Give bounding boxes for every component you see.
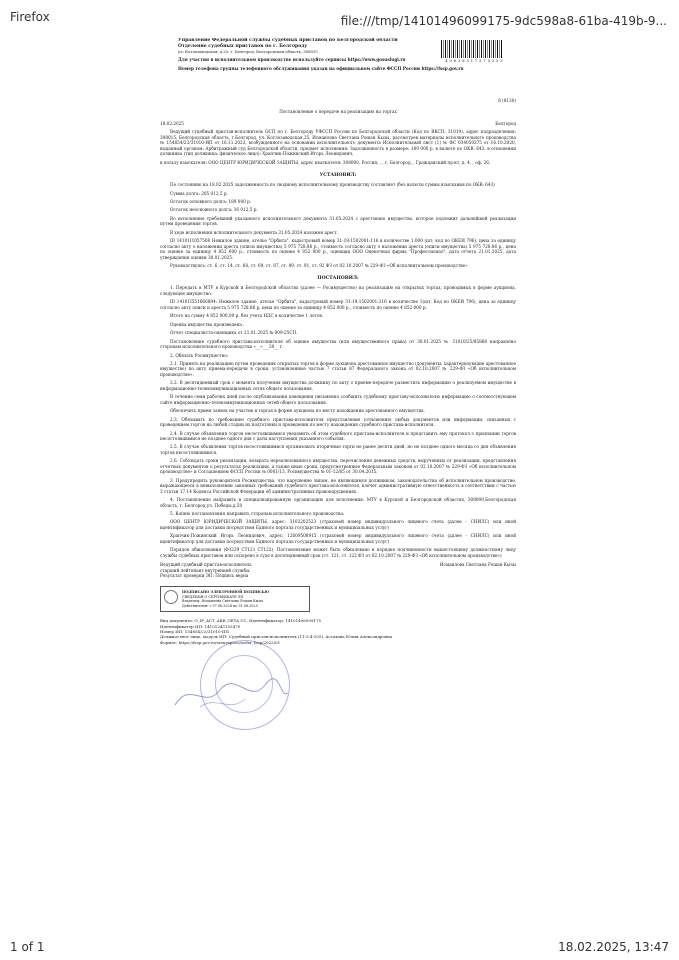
- resolved-1: 1. Передать в МТУ в Курской и Белгородской областях (далее — Росимущество) на реализацию на открытых торгах, проводимых в форме аукциона, следующее имущество:: [160, 285, 516, 296]
- stamp-line-4: Действителен: с 07.06.2024 по 31.08.2025: [182, 603, 258, 608]
- address-paragraph: в пользу взыскателя: ООО ЦЕНТР ЮРИДИЧЕСКОЙ ЗАЩИТЫ, адрес взыскателя: 308000, Россия, , , г. Белгород, , Гражданский пр-кт, д. 4, , оф. 26,: [160, 159, 491, 165]
- resolved-2-5: 2.5. В случае объявления торгов несостоявшимися организовать вторичные торги не ранее десяти дней, но не позднее одного месяца со дня объявления торгов несостоявшимися.: [160, 444, 516, 455]
- stamp-line-1: ПОДПИСАНО ЭЛЕКТРОННОЙ ПОДПИСЬЮ: [182, 590, 269, 595]
- document-page: [160, 38, 516, 898]
- intro-paragraph: Ведущий судебный пристав-исполнитель ОСП по г. Белгороду УФССП России по Белгородской области (Код по ВКСП: 31019), адрес подразделения: 308015, Белгородская область, г.Белгород, ул. Котлозаводская,25, Исмаилова Светлана Рошан Кызы, рассмотрев материалы исполнительного производства № 154854/23/31010-ИП от 16.11.2023, возбужденного на основании исполнительного документа Исполнительный лист (1) № ФС 034050375 от 16.10.2020, выданный органом: Арбитражный суд Белгородской области, предмет исполнения: Задолженность в размере: 189 000 р. в валюте по ОКВ: 643, в отношении должника (тип должника: физическое лицо): Храпчик-Пожинский Игорь Леонидович,: [160, 129, 516, 157]
- stamp-line-2: СВЕДЕНИЯ О СЕРТИФИКАТЕ ЭП: [182, 594, 244, 599]
- resolved-5a: ООО ЦЕНТР ЮРИДИЧЕСКОЙ ЗАЩИТЫ, адрес: 3102202523 (страховой номер индивидуального лицевого счета (далее - СНИЛС) или иной идентификатор для доставки посредством Единого портала государственных и муниципальных услуг): [160, 519, 516, 530]
- meta-line-3: Номер ИП: 154854/23/31010-ИП: [160, 628, 229, 634]
- meta-line-5: Формат: https://fssp.gov.ru/ravnespocо/order_fssp/2022/01: [160, 639, 281, 645]
- document-title: Постановление о передаче на реализацию на торгах: [279, 109, 397, 115]
- header-phone-note: Номер телефона группы телефонного обслуживания указан на официальном сайте ФССП России https://fssp.gov.ru: [178, 66, 464, 72]
- est-sum-3: Остаток неосновного долга: 16 012,5 р.: [170, 207, 258, 213]
- meta-line-2: Идентификатор ИП: 14101245153479: [160, 623, 241, 629]
- resolved-1b: ID 14101I551666894: Нежилое здание, ателье "Орбита", кадастровый номер 31:19:1502001:116 в количестве 1(шт; Код по ОКЕИ 796), цена за единицу согласно акту описи и ареста 5 975 728,86 р, цена по оценке за единицу 4 852 000 р., стоимость по оценке 4 852 000 р.: [160, 299, 516, 310]
- browser-url[interactable]: file:///tmp/14101496099175-9dc598a8-61ba-419b-9...: [340, 14, 667, 28]
- est-paragraph-4: ID 14101I1057508 Нежилое здание, ателье "Орбита", кадастровый номер 31:19:1502001:116 в количестве 1.000 (шт; код по ОКЕИ 796), цена за единицу согласно акту о наложении ареста (описи имущества) 5 975 728.86 р., стоимость согласно акту о наложении ареста (описи имущества) 5 975 728.86 р., цена по оценке за единицу 4 852 000 р., стоимость по оценке 4 852 000 р., оценщик ООО Оценочная фирма "Профессионал", дата отчета 21.01.2025, дата утверждения оценки 30.01.2025.: [160, 238, 516, 260]
- est-sum-1: Сумма долга: 205 012,5 р.: [170, 190, 228, 196]
- resolved-5: 5. Копию постановления направить сторонам исполнительного производства:: [170, 510, 345, 516]
- signature-check: Результат проверки ЭП: Подпись верна: [160, 573, 249, 579]
- resolved-2-2b: В течение семи рабочих дней после опубликования извещения письменно сообщить судебному приставу-исполнителю информацию о соответствующем сайте информационно-телекоммуникационных сетей общего пользования.: [160, 394, 516, 405]
- appeal-procedure: Порядок обжалования (ФЗ229_СТ121_СТ122). Постановление может быть обжаловано в порядке подчиненности вышестоящему должностному лицу службы судебных приставов или оспорено в суде в десятидневный срок (ст. 121, ст. 122 ФЗ от 02.10.2007 № 229-ФЗ «Об исполнительном производстве»): [160, 547, 516, 558]
- resolved-2-4: 2.4. В случае объявления торгов несостоявшимися уведомить об этом судебного пристава-исполнителя и представить ему протокол о признании торгов несостоявшимися не позднее одного дня с даты наступления указанного события.: [160, 430, 516, 441]
- stamp-line-3: Владелец: Исмаилова Светлана Рошан Кызы: [182, 599, 263, 604]
- barcode-number: 4 0 6 3 8 3 1 7 3 7 5 3 5 3: [445, 59, 503, 63]
- section-established: УСТАНОВИЛ:: [319, 173, 357, 179]
- browser-title: Firefox: [10, 10, 50, 24]
- resolved-1d: Оценка имущества произведена .: [170, 321, 245, 327]
- resolved-5b: Храпчик-Пожинский Игорь Леонидович, адрес: 12609508915 (страховой номер индивидуального лицевого счета (далее - СНИЛС) или иной идентификатор для доставки посредством Единого портала государственных и муниципальных услуг): [160, 533, 516, 544]
- resolved-1c: Итого на сумму 4 852 000,00 р. без учета НДС в количестве 1 лотов.: [170, 313, 324, 319]
- resolved-1f: Постановление судебного пристава-исполнителя об оценке имущества (или имущественного права) от 30.01.2025 № 31010/25/85868 направлено сторонам исполнительного производства «__»___20__ г.: [160, 338, 516, 350]
- page-counter: 1 of 1: [10, 940, 45, 954]
- signer-role-2: старший лейтенант внутренней службы: [160, 567, 250, 573]
- signature-row: [160, 562, 516, 578]
- signer-role-1: Ведущий судебный пристав-исполнитель: [160, 562, 252, 568]
- signer-name: Исмаилова Светлана Рошан Кызы: [439, 562, 516, 568]
- resolved-4: 4. Постановление направить в специализированную организацию для исполнения: МТУ в Курской и Белгородской областях, 308009,Белгородская область, г. Белгород,ул. Победы,д.50: [160, 497, 516, 508]
- meta-line-1: Вид документа: O_IP_ACT_ARR_GETA UC, Идентификатор: 14101496099175: [160, 618, 322, 624]
- section-resolved: ПОСТАНОВИЛ:: [317, 276, 359, 282]
- meta-line-4: Должностное лицо, модуль ИП: Судебный пристав-исполнитель (11-3-4-105), Астахова Юлия Александровна: [160, 634, 393, 640]
- resolved-2: 2. Обязать Росимущество:: [170, 352, 229, 358]
- e-signature-stamp: [160, 586, 310, 612]
- document-metadata: [160, 618, 516, 645]
- print-datetime: 18.02.2025, 13:47: [558, 940, 669, 954]
- doc-code: 8 (8130): [498, 98, 516, 103]
- header-address: ул. Котлозаводская, д.25, г. Белгород, Белгородская область, 308015: [178, 48, 318, 54]
- header-note: Для участия в исполнительном производстве используйте сервисы https://www.gosuslugi.ru: [178, 56, 406, 62]
- handwritten-signature: [170, 675, 290, 715]
- est-paragraph-3: В ходе исполнения исполнительного документа 31.05.2024 наложен арест.: [170, 229, 339, 235]
- document-header: [178, 38, 503, 98]
- resolved-2-1: 2.1. Принять на реализацию путем проведения открытых торгов в форме аукциона арестованное имущество (документы, характеризующие арестованное имущество) по акту приема-передачи в сроки, установленные частью 7 статьи 87 Федерального закона от 02.10.2007 № 229-ФЗ «Об исполнительном производстве».: [160, 360, 516, 377]
- resolved-2-3: 2.3. Обязывать по требованию судебного пристава-исполнителя представление (отношение) любых документов или информации, связанных с проведением торгов на любой стадии их подготовки и проведения по месту нахождения судебного пристава-исполнителя.: [160, 416, 516, 428]
- est-paragraph-1: По состоянию на 18.02.2025 задолженность по сводному исполнительному производству составляет (без валюты суммы взыскания по ОКВ: 643): [170, 182, 495, 188]
- header-department: Отделение судебных приставов по г. Белгороду: [178, 43, 308, 49]
- header-authority: Управление Федеральной службы судебных приставов по Белгородской области: [178, 38, 398, 43]
- date-row: [160, 121, 516, 126]
- est-paragraph-5: Руководствуясь: ст. 6, ст. 14, ст. 68, ст. 69, ст. 87, ст. 89, ст. 91, ст. 92 ФЗ от 02.10.2007 № 229-ФЗ «Об исполнительном производстве»: [170, 263, 468, 269]
- resolved-1e: Отчет специалиста-оценщика от 21.01.2025 № 009-25СП.: [170, 330, 298, 336]
- resolved-3: 3. Предупредить руководителя Росимущества, что нарушение лицом, не являющимся должником, законодательства об исполнительном производстве, выражающееся в невыполнении законных требований судебного пристава-исполнителя, влечет административную ответственность в соответствии с частью 3 статьи 17.14 Кодекса Российской Федерации об административных правонарушениях.: [160, 477, 516, 494]
- est-sum-2: Остаток основного долга: 189 000 р.: [170, 198, 252, 204]
- document-date: 18.02.2025: [160, 120, 184, 126]
- est-paragraph-2: Во исполнение требований указанного исполнительного документа 31.05.2024 с арестовано имущество, которое подлежит дальнейшей реализации путем проведения торгов.: [160, 215, 516, 227]
- barcode: [441, 40, 503, 58]
- document-city: Белгород: [495, 120, 516, 126]
- resolved-2-2: 2.2. В десятидневный срок с момента получения имущества должнику по акту о приеме-передаче разместить информацию о реализуемом имуществе в информационно-телекоммуникационных сетях общего пользования.: [160, 380, 516, 391]
- resolved-2-6: 2.6. Соблюдать сроки реализации, возврата нереализованного имущества, перечисления денежных средств, вырученных от реализации, представления отчетных документов о результатах реализации, а также иные сроки, предусмотренные Федеральным законом от 02.10.2007 № 229-ФЗ «Об исполнительном производстве» и Соглашением ФССП России № 0001/13, Росимущества № 01-12/65 от 30.04.2015.: [160, 458, 516, 475]
- emblem-icon: [164, 590, 178, 604]
- resolved-2-2c: Обеспечить прием заявок на участие в торгах в форме аукциона по месту нахождения арестованного имущества.: [170, 408, 425, 414]
